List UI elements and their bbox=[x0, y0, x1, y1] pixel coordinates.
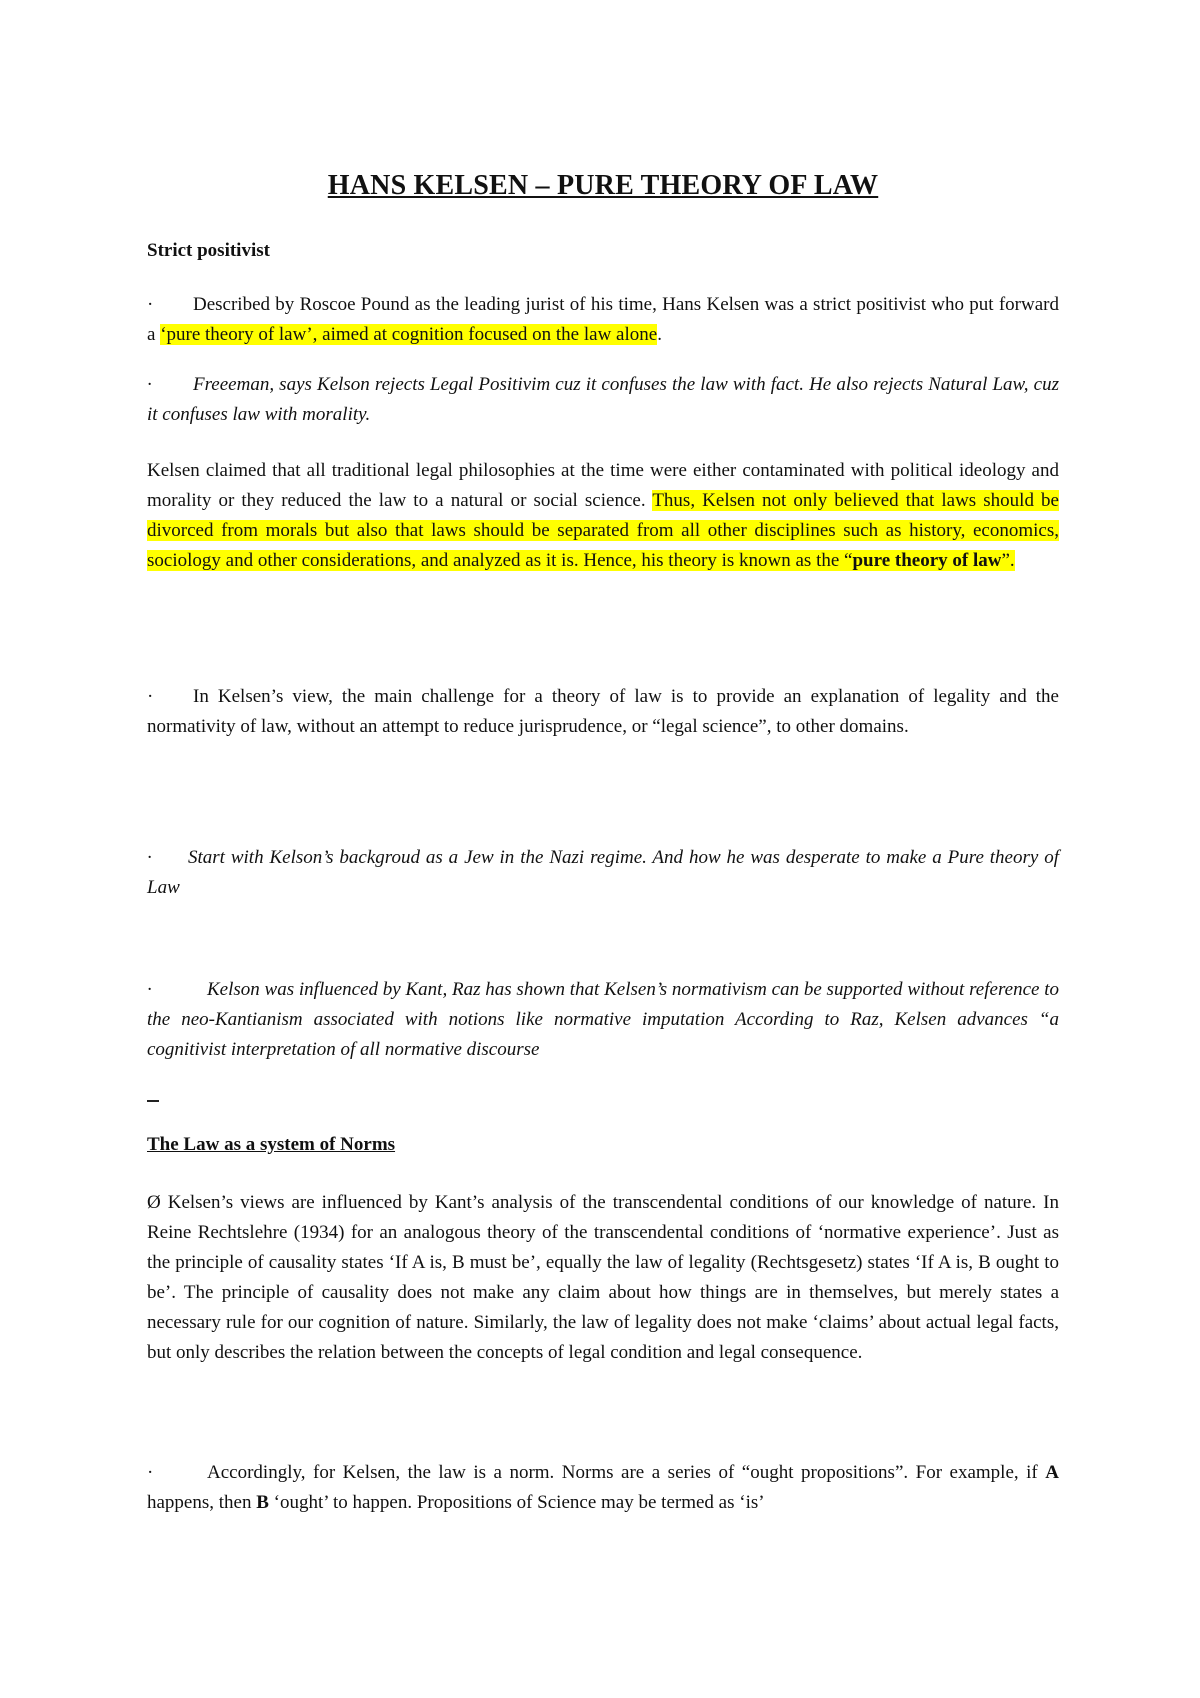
page-title: HANS KELSEN – PURE THEORY OF LAW bbox=[327, 170, 879, 201]
paragraph-text: Described by Roscoe Pound as the leading jurist of his time, Hans Kelsen was a strict positivist who put forward a bbox=[147, 294, 1059, 345]
stray-dash-mark bbox=[147, 1100, 159, 1102]
bullet-icon: · bbox=[147, 979, 152, 1000]
paragraph-text: . bbox=[657, 324, 662, 345]
bullet-icon: · bbox=[147, 294, 154, 315]
bullet-icon: · bbox=[147, 686, 154, 707]
bullet-icon: · bbox=[147, 847, 152, 868]
highlighted-text: ‘pure theory of law’, aimed at cognition focused on the law alone bbox=[160, 324, 658, 345]
arrow-bullet-icon: Ø bbox=[147, 1192, 161, 1213]
paragraph-text: Kelson was influenced by Kant, Raz has shown that Kelsen’s normativism can be supported without reference to the neo-Kantianism associated with notions like normative imputation According to Raz, Kelsen advances “a cognitivist interpretation of all normative discourse bbox=[147, 979, 1059, 1060]
bullet-icon: · bbox=[147, 1462, 154, 1483]
paragraph-text: Start with Kelson’s backgroud as a Jew in the Nazi regime. And how he was desperate to make a Pure theory of Law bbox=[147, 847, 1059, 898]
paragraph-freeman-note bbox=[147, 370, 1059, 430]
section-heading-strict-positivist: Strict positivist bbox=[147, 240, 270, 261]
paragraph-text: Accordingly, for Kelsen, the law is a norm. Norms are a series of “ought propositions”. For example, if bbox=[207, 1462, 1046, 1483]
bold-letter: B bbox=[256, 1492, 269, 1513]
highlighted-text: Thus, Kelsen not only believed that laws should be divorced from morals but also that laws should be separated from all other disciplines such as history, economics, sociology and other considerations, and analyzed as it is. Hence, his theory is known as the “ bbox=[147, 490, 1059, 571]
bullet-icon: · bbox=[147, 374, 152, 395]
paragraph-kant-analysis bbox=[147, 1188, 1059, 1368]
paragraph-kant-influence bbox=[147, 975, 1059, 1065]
paragraph-text: Kelsen claimed that all traditional legal philosophies at the time were either contaminated with political ideology and morality or they reduced the law to a natural or social science. bbox=[147, 460, 1059, 511]
paragraph-background-note bbox=[147, 843, 1059, 903]
paragraph-kelsen-claimed bbox=[147, 456, 1059, 576]
paragraph-text: Kelsen’s views are influenced by Kant’s analysis of the transcendental conditions of our knowledge of nature. In Reine Rechtslehre (1934) for an analogous theory of the transcendental conditions of ‘normative experience’. Just as the principle of causality states ‘If A is, B must be’, equally the law of legality (Rechtsgesetz) states ‘If A is, B ought to be’. The principle of causality does not make any claim about how things are in themselves, but merely states a necessary rule for our cognition of nature. Similarly, the law of legality does not make ‘claims’ about actual legal facts, but only describes the relation between the concepts of legal condition and legal consequence. bbox=[147, 1192, 1059, 1363]
paragraph-kelsen-view bbox=[147, 682, 1059, 742]
section-heading-system-of-norms: The Law as a system of Norms bbox=[147, 1134, 396, 1155]
paragraph-law-is-norm bbox=[147, 1458, 1059, 1518]
highlighted-text: ”. bbox=[1001, 550, 1015, 571]
highlighted-bold-text: pure theory of law bbox=[852, 550, 1002, 571]
bold-letter: A bbox=[1045, 1462, 1059, 1483]
paragraph-text: Freeeman, says Kelson rejects Legal Positivim cuz it confuses the law with fact. He also rejects Natural Law, cuz it confuses law with morality. bbox=[147, 374, 1059, 425]
paragraph-text: ‘ought’ to happen. Propositions of Science may be termed as ‘is’ bbox=[268, 1492, 765, 1513]
paragraph-roscoe-pound bbox=[147, 290, 1059, 350]
paragraph-text: happens, then bbox=[147, 1492, 257, 1513]
paragraph-text: In Kelsen’s view, the main challenge for a theory of law is to provide an explanation of legality and the normativity of law, without an attempt to reduce jurisprudence, or “legal science”, to other domains. bbox=[147, 686, 1059, 737]
